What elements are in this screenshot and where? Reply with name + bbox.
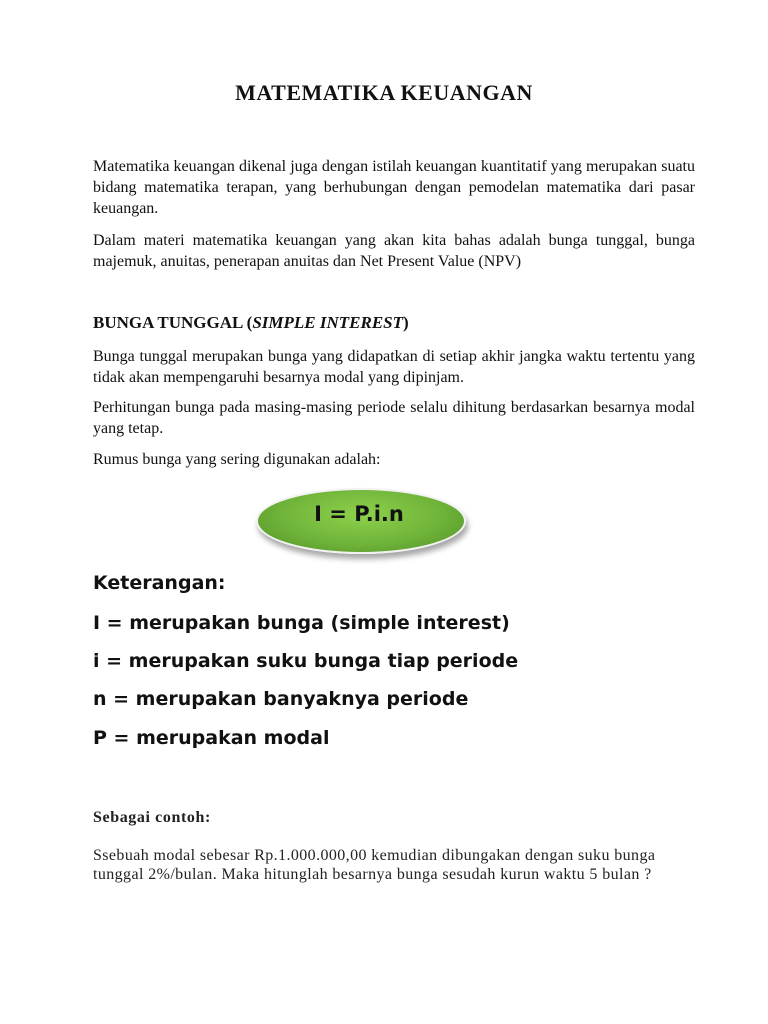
intro-paragraph-2: Dalam materi matematika keuangan yang akan kita bahas adalah bunga tunggal, bunga majemuk, anuitas, penerapan anuitas dan Net Present Value (NPV): [93, 232, 695, 270]
section-paragraph-3: Rumus bunga yang sering digunakan adalah:: [93, 451, 381, 468]
page-title: MATEMATIKA KEUANGAN: [235, 80, 533, 105]
intro-paragraph-1: Matematika keuangan dikenal juga dengan istilah keuangan kuantitatif yang merupakan suatu bidang matematika terapan, yang berhubungan dengan pemodelan matematika dari pasar keuangan.: [93, 158, 695, 217]
section-paragraph-2: Perhitungan bunga pada masing-masing periode selalu dihitung berdasarkan besarnya modal yang tetap.: [93, 399, 695, 437]
example-text: Ssebuah modal sebesar Rp.1.000.000,00 kemudian dibungakan dengan suku bunga tunggal 2%/bulan. Maka hitunglah besarnya bunga sesudah kurun waktu 5 bulan ?: [93, 847, 656, 883]
section-heading-prefix: BUNGA TUNGGAL (: [93, 313, 253, 332]
section-heading-suffix: ): [403, 313, 409, 332]
formula-box: [256, 488, 462, 554]
section-heading-emphasis: SIMPLE INTEREST: [252, 313, 404, 332]
keterangan-item: i = merupakan suku bunga tiap periode: [93, 650, 519, 672]
keterangan-label: Keterangan:: [93, 572, 226, 594]
section-heading: [93, 313, 409, 333]
example-heading: Sebagai contoh:: [93, 809, 211, 826]
section-paragraph-1: Bunga tunggal merupakan bunga yang didapatkan di setiap akhir jangka waktu tertentu yang tidak akan mempengaruhi besarnya modal yang dipinjam.: [93, 348, 695, 386]
keterangan-item: I = merupakan bunga (simple interest): [93, 612, 510, 634]
keterangan-item: P = merupakan modal: [93, 727, 330, 749]
keterangan-item: n = merupakan banyaknya periode: [93, 688, 469, 710]
formula-text: I = P.i.n: [314, 502, 404, 526]
